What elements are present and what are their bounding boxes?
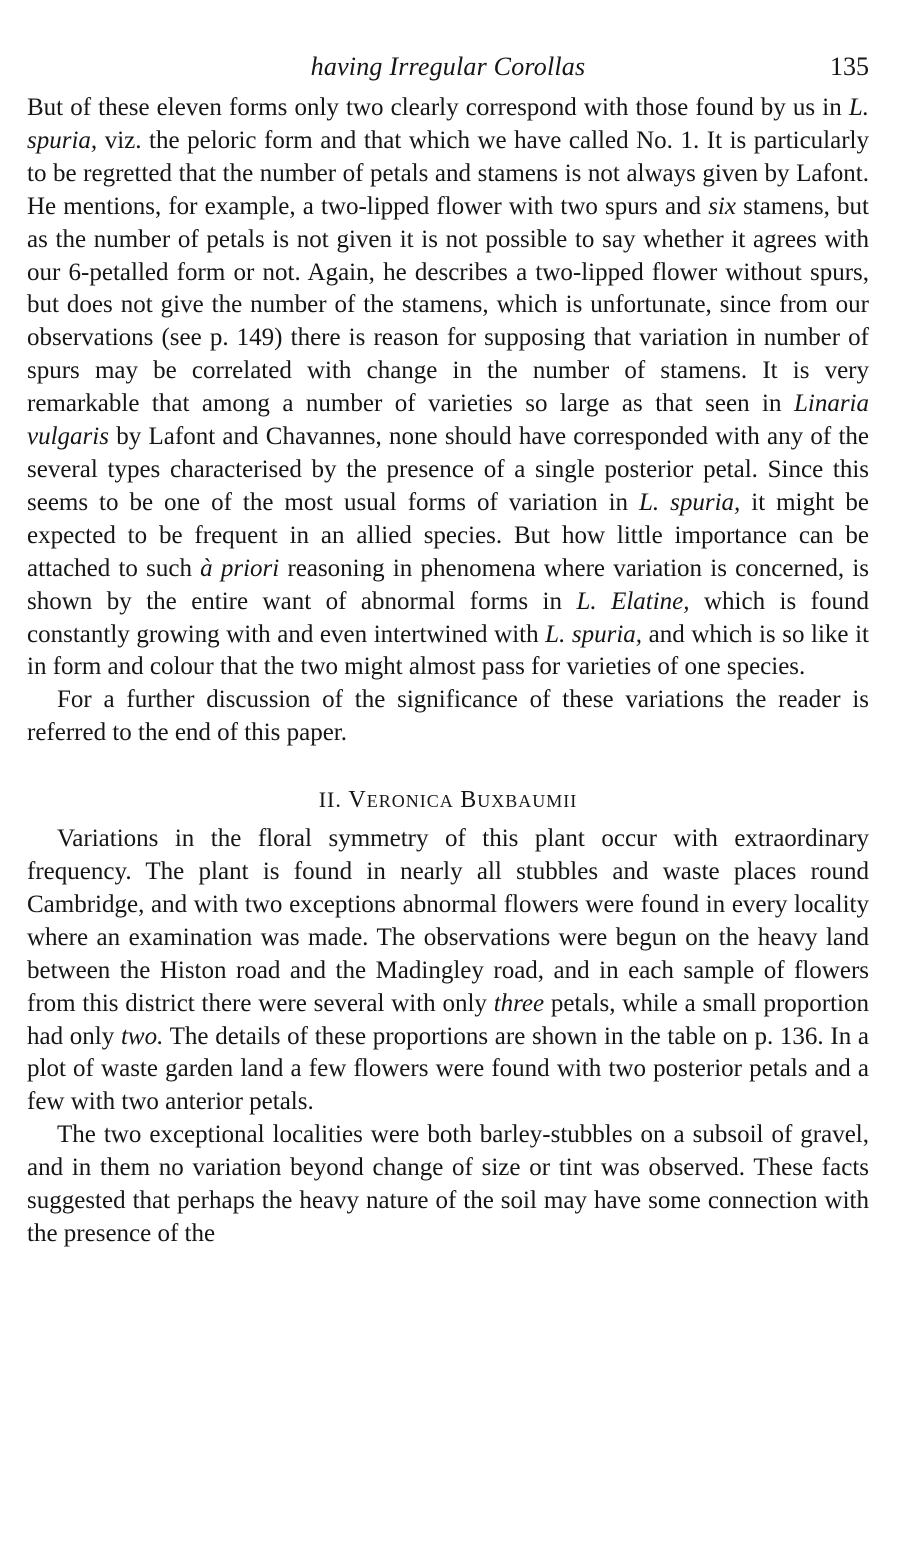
text-run: Variations in the floral symmetry of this plant occur with extraordinary frequency. The plant is found in nearly all stubbles and waste places round Cambridge, and with two exceptions abnormal flowers were found in every locality where an examination was made. The observations were begun on the heavy land between the Histon road and the Madingley road, and in each sample of flowers from this district there were several with only bbox=[27, 825, 869, 1017]
species-name: L. spuria, bbox=[27, 94, 869, 154]
emphasis: six bbox=[708, 192, 736, 220]
species-name: Linaria vulgaris bbox=[27, 390, 869, 451]
text-run: reasoning in phenomena where variation is concerned, is shown by the entire want of abnormal forms in bbox=[27, 554, 869, 615]
text-run: viz. the peloric form and that which we have called No. 1. It is particularly to be regretted that the number of petals and stamens is not always given by Lafont. He mentions, for example, a two-lipped flower with two spurs and bbox=[27, 126, 869, 220]
text-run: stamens, but as the number of petals is not given it is not possible to say whether it agrees with our 6-petalled form or not. Again, he describes a two-lipped flower without spurs, but does not give the number of the stamens, which is unfortunate, since from our observations (see p. 149) there is reason for supposing that variation in number of spurs may be correlated with change in the number of stamens. It is very remarkable that among a number of varieties so large as that seen in bbox=[27, 192, 869, 418]
text-run: The details of these proportions are shown in the table on p. 136. In a plot of waste garden land a few flowers were found with two posterior petals and a few with two anterior petals. bbox=[27, 1022, 870, 1116]
emphasis: two. bbox=[120, 1022, 164, 1050]
page-number: 135 bbox=[830, 52, 869, 81]
species-name: L. Elatine, bbox=[576, 587, 690, 615]
text-run: But of these eleven forms only two clearly correspond with those found by us in bbox=[27, 94, 849, 121]
species-name: L. spuria, bbox=[545, 620, 643, 648]
text-run: by Lafont and Chavannes, none should have corresponded with any of the several types characterised by the presence of a single posterior petal. Since this seems to be one of the most usual forms of variation in bbox=[27, 423, 869, 516]
running-head bbox=[27, 52, 869, 92]
paragraph-exceptional-localities: The two exceptional localities were both barley-stubbles on a subsoil of gravel, and in them no variation beyond change of size or tint was observed. These facts suggested that perhaps the heavy nature of the soil may have some connection with the presence of the bbox=[27, 1121, 869, 1247]
page bbox=[27, 52, 869, 1251]
paragraph-veronica-variations bbox=[27, 823, 869, 1119]
emphasis: three bbox=[493, 989, 545, 1017]
emphasis: à priori bbox=[200, 554, 280, 582]
section-numeral: II. bbox=[318, 787, 342, 813]
species-name: L. spuria, bbox=[639, 488, 741, 516]
text-run: petals, while a small proportion had only bbox=[27, 989, 869, 1050]
paragraph-linaria-comparison bbox=[27, 92, 869, 684]
text-run: which is found constantly growing with and even intertwined with bbox=[27, 587, 869, 648]
paragraph-further-discussion: For a further discussion of the significance of these variations the reader is referred to the end of this paper. bbox=[27, 686, 869, 747]
running-title: having Irregular Corollas bbox=[310, 52, 586, 81]
section-heading: II. VERONICA BUXBAUMII bbox=[318, 787, 578, 814]
text-run: and which is so like it in form and colour that the two might almost pass for varieties of one species. bbox=[27, 620, 870, 681]
text-run: it might be expected to be frequent in an allied species. But how little importance can be attached to such bbox=[27, 488, 869, 582]
